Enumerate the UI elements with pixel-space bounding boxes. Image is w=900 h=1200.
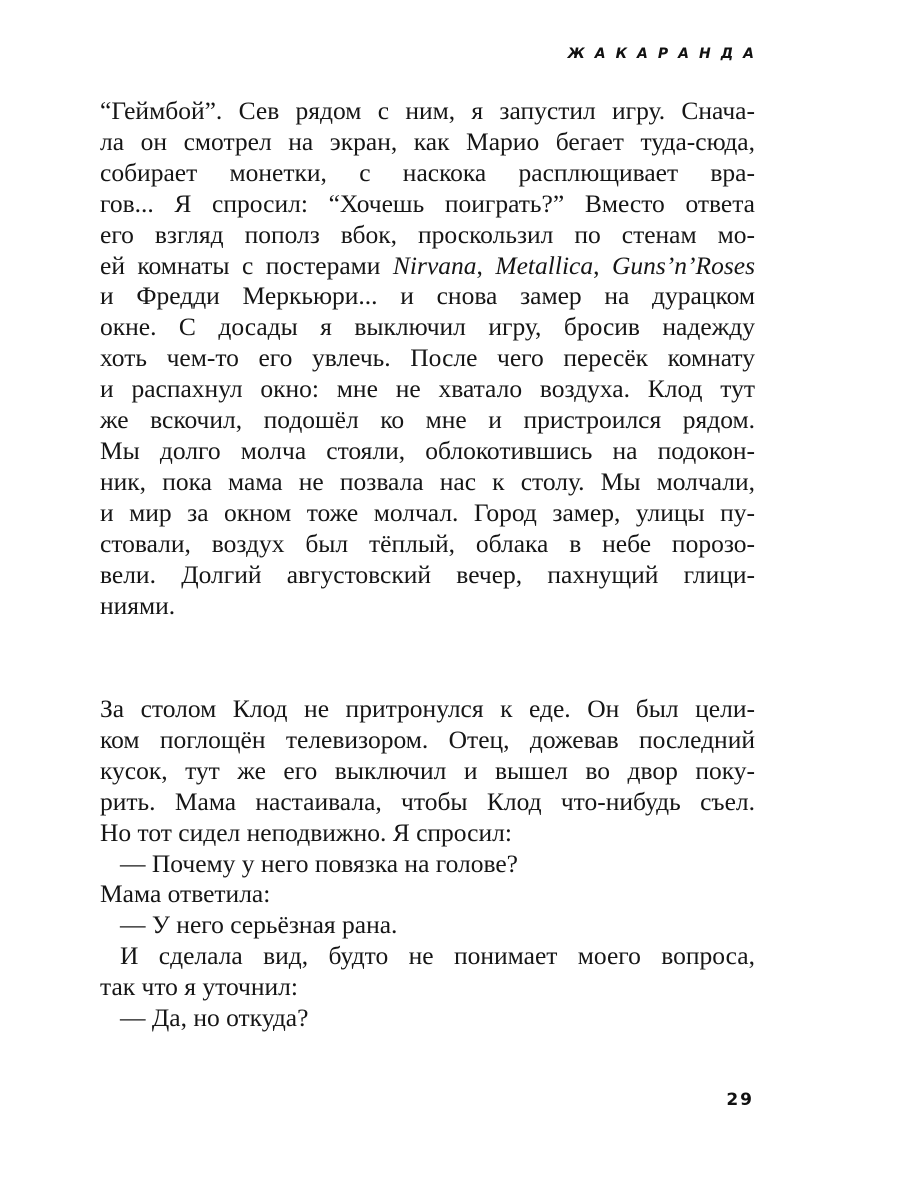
text-line: гов... Я спросил: “Хочешь поиграть?” Вместо ответа (100, 188, 755, 218)
text-line: и мир за окном тоже молчал. Город замер, улицы пу- (100, 497, 755, 527)
text-line: Мама ответила: (100, 879, 271, 909)
text-line: ла он смотрел на экран, как Марио бегает туда-сюда, (100, 126, 755, 156)
text-line-with-bands (100, 251, 755, 282)
band-name: Guns’n’Roses (611, 250, 756, 280)
text-line: его взгляд пополз вбок, проскользил по стенам мо- (100, 219, 755, 249)
text-line: ком поглощён телевизором. Отец, дожевав последний (100, 724, 755, 754)
paragraph-2 (100, 694, 755, 1034)
dialogue-line: — Да, но откуда? (120, 1003, 309, 1033)
text-line: так что я уточнил: (100, 972, 298, 1002)
text-line: ник, пока мама не позвала нас к столу. Мы молчали, (100, 466, 755, 496)
text-line: хоть чем-то его увлечь. После чего пересёк комнату (100, 343, 755, 373)
text-line: стовали, воздух был тёплый, облака в небе порозо- (100, 528, 755, 558)
running-head: ЖАКАРАНДА (567, 46, 764, 62)
text-line: и распахнул окно: мне не хватало воздуха. Клод тут (100, 374, 755, 404)
separator: , (476, 250, 496, 280)
page-number: 29 (726, 1090, 754, 1110)
dialogue-line: — Почему у него повязка на голове? (120, 848, 519, 878)
dialogue-line: — У него серьёзная рана. (120, 910, 398, 940)
text-fragment: ей комнаты с постерами (100, 250, 393, 280)
band-name: Metallica (495, 250, 594, 280)
separator: , (593, 250, 612, 280)
text-line: За столом Клод не притронулся к еде. Он был цели- (100, 694, 755, 723)
band-name: Nirvana (392, 250, 477, 280)
text-line: кусок, тут же его выключил и вышел во двор поку- (100, 755, 755, 785)
text-line: “Геймбой”. Сев рядом с ним, я запустил игру. Снача- (100, 96, 755, 125)
text-line: И сделала вид, будто не понимает моего вопроса, (120, 941, 755, 971)
text-line: собирает монетки, с наскока расплющивает вра- (100, 157, 755, 187)
text-line: окне. С досады я выключил игру, бросив надежду (100, 312, 755, 342)
text-line: Но тот сидел неподвижно. Я спросил: (100, 817, 512, 847)
text-line: ниями. (100, 590, 176, 620)
paragraph-1 (100, 96, 755, 621)
text-line: вели. Долгий августовский вечер, пахнущий глици- (100, 559, 755, 589)
text-line: и Фредди Меркьюри... и снова замер на дурацком (100, 281, 755, 311)
text-line: рить. Мама настаивала, чтобы Клод что-нибудь съел. (100, 786, 755, 816)
text-line: же вскочил, подошёл ко мне и пристроился рядом. (100, 405, 755, 435)
text-line: Мы долго молча стояли, облокотившись на подокон- (100, 435, 755, 465)
